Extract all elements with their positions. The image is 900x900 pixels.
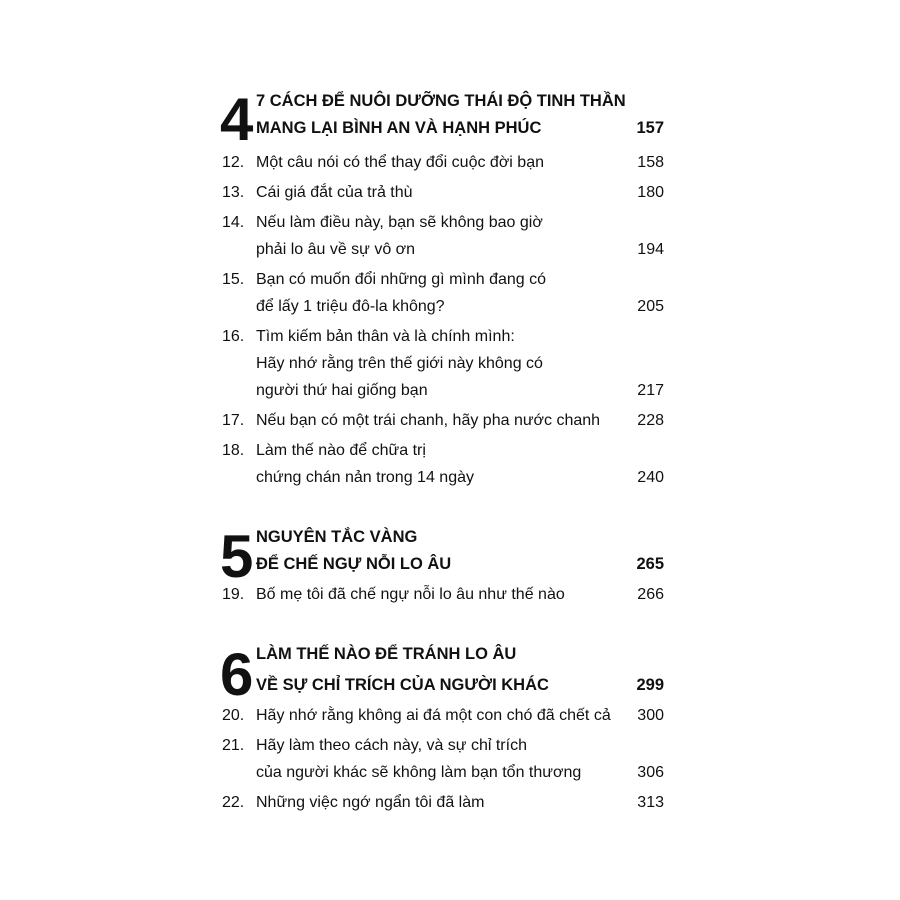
part-title-line-2: MANG LẠI BÌNH AN VÀ HẠNH PHÚC: [256, 119, 542, 137]
part-title-line-2-row: [256, 115, 664, 142]
part-heading: [220, 86, 664, 153]
chapter-number: 20.: [222, 707, 245, 724]
chapter-page: 266: [637, 586, 664, 603]
chapter-title-line: của người khác sẽ không làm bạn tổn thương: [256, 764, 582, 781]
chapter-entry[interactable]: [222, 209, 664, 263]
chapter-page: 217: [637, 382, 664, 399]
part-6: [222, 641, 664, 816]
part-page-number: 299: [636, 676, 664, 694]
chapter-number: 14.: [222, 214, 245, 231]
chapter-title-line: Một câu nói có thể thay đổi cuộc đời bạn: [256, 154, 544, 171]
chapter-title: [256, 789, 624, 816]
part-number: 4: [220, 86, 252, 153]
part-page-number: 265: [636, 555, 664, 573]
chapter-title: [256, 407, 624, 434]
chapter-page: 240: [637, 469, 664, 486]
chapter-title-line: Tìm kiếm bản thân và là chính mình:: [256, 328, 515, 345]
chapter-number: 15.: [222, 271, 245, 288]
chapter-title-line: Bố mẹ tôi đã chế ngự nỗi lo âu như thế nào: [256, 586, 565, 603]
part-title-line-1: LÀM THẾ NÀO ĐỂ TRÁNH LO ÂU: [256, 645, 517, 663]
chapter-number: 16.: [222, 328, 245, 345]
chapter-list: [222, 581, 664, 608]
chapter-number: 17.: [222, 412, 245, 429]
chapter-title: [256, 437, 624, 491]
chapter-title-line: phải lo âu về sự vô ơn: [256, 241, 416, 258]
chapter-title: [256, 179, 624, 206]
chapter-page: 158: [637, 154, 664, 171]
part-heading: [220, 641, 664, 708]
chapter-entry[interactable]: [222, 732, 664, 786]
chapter-title-line: để lấy 1 triệu đô-la không?: [256, 298, 445, 315]
chapter-entry[interactable]: [222, 581, 664, 608]
part-title-line-1: 7 CÁCH ĐỂ NUÔI DƯỠNG THÁI ĐỘ TINH THẦN: [256, 92, 626, 110]
chapter-page: 205: [637, 298, 664, 315]
chapter-title: [256, 323, 624, 404]
part-number: 5: [220, 523, 252, 590]
chapter-title: [256, 732, 624, 786]
chapter-title-line: chứng chán nản trong 14 ngày: [256, 469, 474, 486]
chapter-page: 313: [637, 794, 664, 811]
chapter-title-line: Nếu bạn có một trái chanh, hãy pha nước chanh: [256, 412, 601, 429]
chapter-number: 13.: [222, 184, 245, 201]
chapter-title: [256, 581, 624, 608]
chapter-page: 194: [637, 241, 664, 258]
part-title: [256, 88, 664, 142]
chapter-page: 306: [637, 764, 664, 781]
part-title-line-2: ĐỂ CHẾ NGỰ NỖI LO ÂU: [256, 555, 452, 573]
chapter-title: [256, 149, 624, 176]
chapter-number: 19.: [222, 586, 245, 603]
chapter-title-line: Hãy nhớ rằng trên thế giới này không có: [256, 355, 543, 372]
chapter-number: 12.: [222, 154, 245, 171]
chapter-entry[interactable]: [222, 323, 664, 404]
chapter-page: 300: [637, 707, 664, 724]
chapter-title-line: Làm thế nào để chữa trị: [256, 442, 426, 459]
chapter-page: 228: [637, 412, 664, 429]
chapter-number: 21.: [222, 737, 245, 754]
chapter-title-line: Hãy làm theo cách này, và sự chỉ trích: [256, 737, 527, 754]
part-title-line-2: VỀ SỰ CHỈ TRÍCH CỦA NGƯỜI KHÁC: [256, 676, 549, 694]
chapter-page: 180: [637, 184, 664, 201]
chapter-entry[interactable]: [222, 407, 664, 434]
chapter-entry[interactable]: [222, 266, 664, 320]
chapter-entry[interactable]: [222, 789, 664, 816]
chapter-entry[interactable]: [222, 702, 664, 729]
part-title-line-2-row: [256, 551, 664, 578]
chapter-title-line: Nếu làm điều này, bạn sẽ không bao giờ: [256, 214, 543, 231]
chapter-title-line: Bạn có muốn đổi những gì mình đang có: [256, 271, 547, 288]
part-heading: [220, 523, 664, 590]
chapter-title: [256, 702, 624, 729]
chapter-entry[interactable]: [222, 149, 664, 176]
chapter-number: 22.: [222, 794, 245, 811]
chapter-title: [256, 209, 624, 263]
chapter-entry[interactable]: [222, 179, 664, 206]
part-title-line-1: NGUYÊN TẮC VÀNG: [256, 528, 418, 546]
chapter-title: [256, 266, 624, 320]
part-number: 6: [220, 641, 252, 708]
chapter-list: [222, 149, 664, 491]
part-title: [256, 524, 664, 578]
chapter-list: [222, 702, 664, 816]
part-5: [222, 524, 664, 608]
part-title-line-2-row: [256, 672, 664, 699]
chapter-number: 18.: [222, 442, 245, 459]
part-4: [222, 88, 664, 491]
chapter-title-line: Những việc ngớ ngẩn tôi đã làm: [256, 794, 485, 811]
part-page-number: 157: [636, 119, 664, 137]
chapter-entry[interactable]: [222, 437, 664, 491]
chapter-title-line: Hãy nhớ rằng không ai đá một con chó đã chết cả: [256, 707, 611, 724]
chapter-title-line: người thứ hai giống bạn: [256, 382, 428, 399]
part-title: [256, 641, 664, 699]
chapter-title-line: Cái giá đắt của trả thù: [256, 184, 413, 201]
